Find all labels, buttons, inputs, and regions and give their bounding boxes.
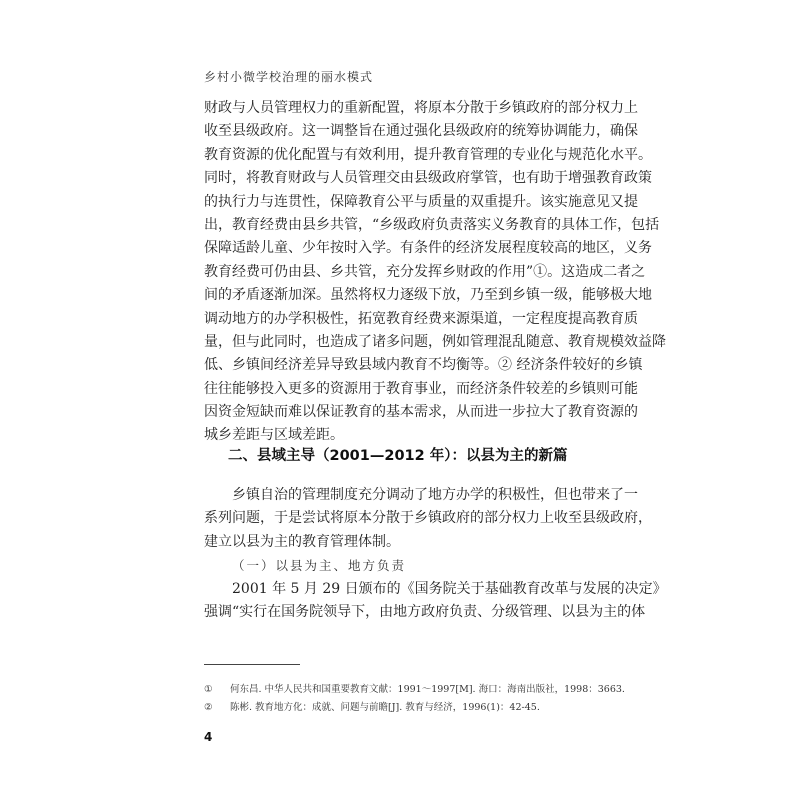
text-line: 的执行力与连贯性，保障教育公平与质量的双重提升。该实施意见又提 (204, 193, 638, 210)
footnote-text: 何东昌. 中华人民共和国重要教育文献：1991～1997[M]. 海口：海南出版社，1998：3663. (230, 684, 625, 695)
subsection-heading: （一）以县为主、地方负责 (232, 558, 407, 574)
footnote (204, 681, 625, 699)
text-line: 同时，将教育财政与人员管理交由县级政府掌管，也有助于增强教育政策 (204, 170, 652, 187)
text-line: 城乡差距与区域差距。 (204, 427, 344, 444)
text-line: 教育经费可仍由县、乡共管，充分发挥乡财政的作用”①。这造成二者之 (204, 263, 646, 280)
text-line: 出，教育经费由县乡共管，“乡级政府负责落实义务教育的具体工作，包括 (204, 216, 660, 233)
footnote-mark: ① (204, 684, 213, 695)
text-line: 收至县级政府。这一调整旨在通过强化县级政府的统筹协调能力，确保 (204, 123, 638, 140)
text-line: 往往能够投入更多的资源用于教育事业，而经济条件较差的乡镇则可能 (204, 380, 638, 397)
footnotes (204, 681, 625, 717)
footnote-text: 陈彬. 教育地方化：成就、问题与前瞻[J]. 教育与经济，1996(1)：42-45. (230, 702, 540, 713)
text-line: 财政与人员管理权力的重新配置，将原本分散于乡镇政府的部分权力上 (204, 100, 638, 116)
footnote-divider (204, 664, 300, 665)
body-paragraph (204, 97, 666, 448)
text-line: 量，但与此同时，也造成了诸多问题，例如管理混乱随意、教育规模效益降 (204, 333, 666, 350)
text-line: 间的矛盾逐渐加深。虽然将权力逐级下放，乃至到乡镇一级，能够极大地 (204, 287, 652, 304)
text-line: 2001 年 5 月 29 日颁布的《国务院关于基础教育改革与发展的决定》 (232, 580, 667, 597)
text-line: 系列问题，于是尝试将原本分散于乡镇政府的部分权力上收至县级政府， (204, 510, 652, 527)
page-number: 4 (204, 730, 213, 744)
section-body (204, 484, 667, 624)
footnote-mark: ② (204, 702, 213, 713)
text-line: 强调“实行在国务院领导下，由地方政府负责、分级管理、以县为主的体 (204, 603, 646, 620)
text-line: 教育资源的优化配置与有效利用，提升教育管理的专业化与规范化水平。 (204, 146, 652, 163)
text-line: 保障适龄儿童、少年按时入学。有条件的经济发展程度较高的地区，义务 (204, 240, 652, 257)
text-line: 调动地方的办学积极性，拓宽教育经费来源渠道，一定程度提高教育质 (204, 310, 638, 327)
running-header: 乡村小微学校治理的丽水模式 (204, 70, 374, 84)
text-line: 建立以县为主的教育管理体制。 (204, 533, 400, 550)
text-line: 低、乡镇间经济差异导致县域内教育不均衡等。② 经济条件较好的乡镇 (204, 357, 643, 374)
footnote (204, 699, 604, 717)
text-line: 乡镇自治的管理制度充分调动了地方办学的积极性，但也带来了一 (232, 487, 638, 503)
text-line: 因资金短缺而难以保证教育的基本需求，从而进一步拉大了教育资源的 (204, 404, 638, 421)
section-heading: 二、县域主导（2001—2012 年）：以县为主的新篇 (228, 448, 568, 464)
